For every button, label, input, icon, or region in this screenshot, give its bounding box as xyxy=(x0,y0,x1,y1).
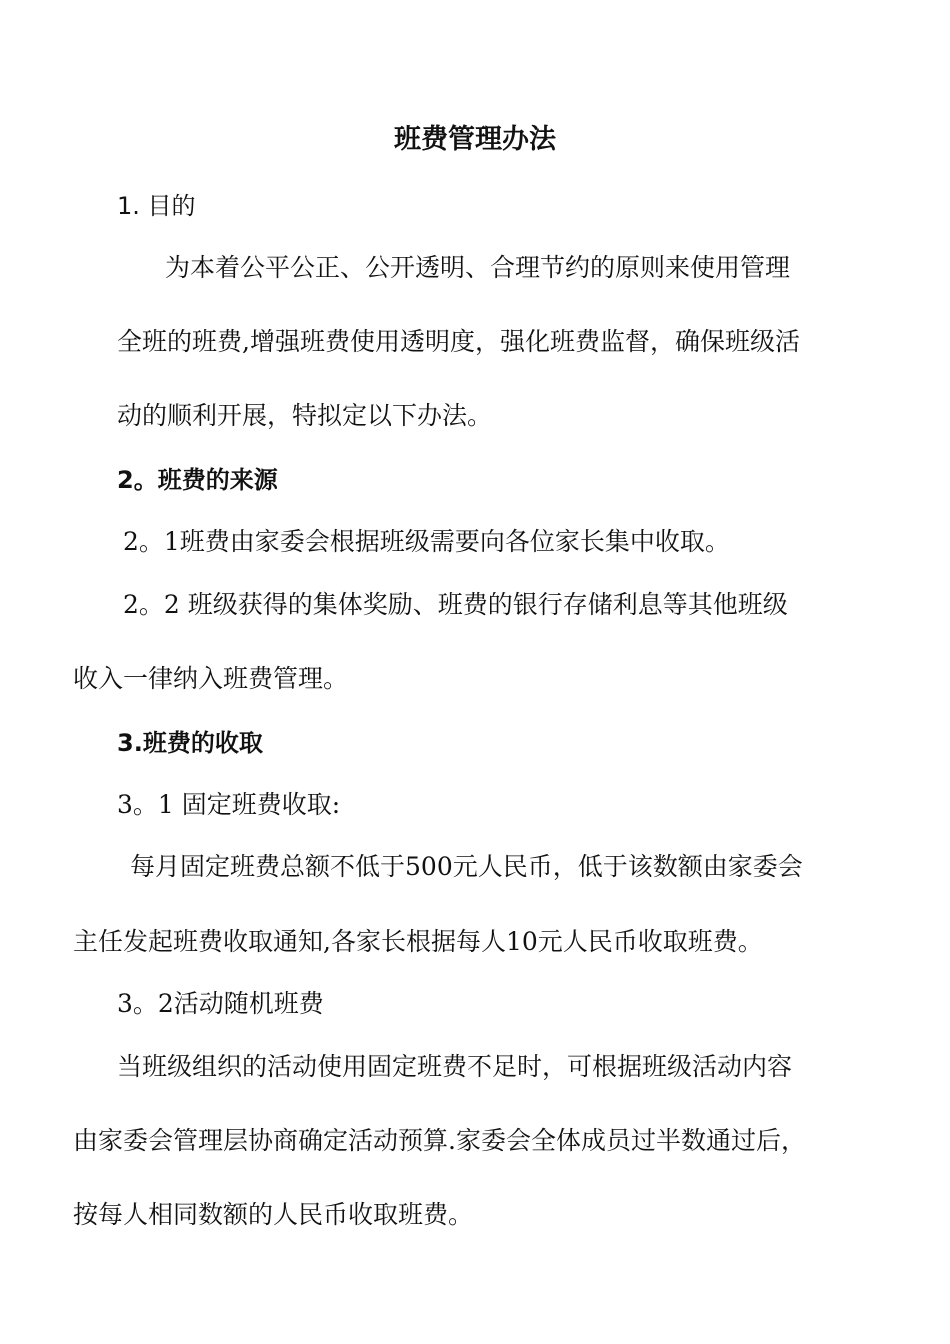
paragraph-line: 收入一律纳入班费管理。 xyxy=(73,664,349,693)
section-heading-collection: 3.班费的收取 xyxy=(117,729,263,757)
paragraph-line: 3。2活动随机班费 xyxy=(117,989,324,1018)
section-heading-source: 2。班费的来源 xyxy=(117,466,278,494)
paragraph-line: 动的顺利开展，特拟定以下办法。 xyxy=(117,401,493,430)
section-heading-purpose: 1. 目的 xyxy=(117,192,196,220)
paragraph-line: 3。1 固定班费收取: xyxy=(117,790,341,819)
paragraph-line: 为本着公平公正、公开透明、合理节约的原则来使用管理 xyxy=(165,253,791,282)
paragraph-line: 主任发起班费收取通知,各家长根据每人10元人民币收取班费。 xyxy=(73,927,763,956)
paragraph-line: 2。2 班级获得的集体奖励、班费的银行存储利息等其他班级 xyxy=(123,590,788,619)
paragraph-line: 每月固定班费总额不低于500元人民币，低于该数额由家委会 xyxy=(130,852,803,881)
paragraph-line: 2。1班费由家委会根据班级需要向各位家长集中收取。 xyxy=(123,527,730,556)
paragraph-line: 由家委会管理层协商确定活动预算.家委会全体成员过半数通过后， xyxy=(73,1126,806,1155)
document-title: 班费管理办法 xyxy=(394,124,556,155)
paragraph-line: 当班级组织的活动使用固定班费不足时，可根据班级活动内容 xyxy=(117,1052,793,1081)
paragraph-line: 全班的班费,增强班费使用透明度，强化班费监督，确保班级活 xyxy=(117,327,800,356)
paragraph-line: 按每人相同数额的人民币收取班费。 xyxy=(73,1200,474,1229)
